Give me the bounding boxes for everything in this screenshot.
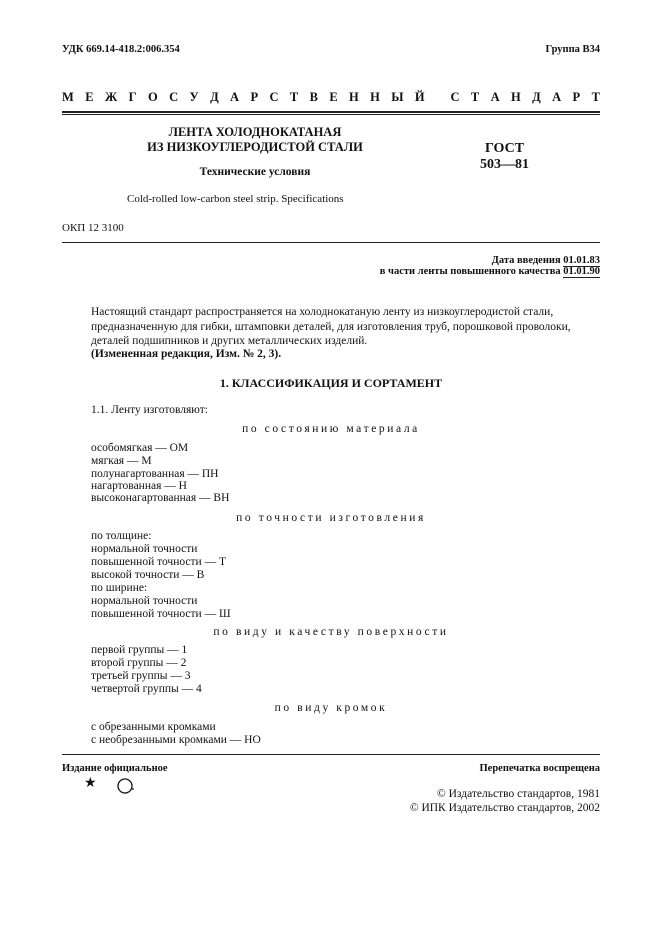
- title-letter: Р: [572, 90, 581, 104]
- title-letter: Е: [85, 90, 94, 104]
- list-item: нагартованная — Н: [91, 480, 187, 492]
- udk-code: УДК 669.14-418.2:006.354: [62, 44, 180, 55]
- top-rule-thick: [62, 111, 600, 113]
- copyright-2002: © ИПК Издательство стандартов, 2002: [409, 802, 600, 814]
- list-item: первой группы — 1: [91, 644, 188, 656]
- group-code: Группа В34: [545, 44, 600, 55]
- okp-code: ОКП 12 3100: [62, 222, 124, 234]
- title-letter: С: [269, 90, 279, 104]
- title-letter: Т: [591, 90, 600, 104]
- copyright-1981: © Издательство стандартов, 1981: [436, 788, 600, 800]
- title-letter: А: [230, 90, 240, 104]
- group-title-precision: по точности изготовления: [236, 512, 426, 524]
- title-letter: Т: [470, 90, 480, 104]
- intro-line-1: Настоящий стандарт распространяется на холоднокатаную ленту из низкоуглеродистой стали,: [91, 306, 554, 318]
- list-item: высокой точности — В: [91, 569, 205, 581]
- list-item: с обрезанными кромками: [91, 721, 216, 733]
- intro-line-3: деталей подшипников и других металлических изделий.: [91, 335, 368, 347]
- title-letter: Н: [349, 90, 359, 104]
- group-title-material: по состоянию материала: [242, 423, 420, 435]
- star-icon: ★: [84, 776, 97, 791]
- title-letter: А: [552, 90, 562, 104]
- top-rule-thin: [62, 114, 600, 115]
- title-letter: А: [490, 90, 500, 104]
- standard-type-title: [62, 90, 600, 105]
- section-heading: 1. КЛАССИФИКАЦИЯ И СОРТАМЕНТ: [219, 376, 443, 390]
- list-item: мягкая — М: [91, 455, 152, 467]
- title-line-1: ЛЕНТА ХОЛОДНОКАТАНАЯ: [168, 125, 342, 139]
- title-letter: О: [147, 90, 158, 104]
- title-letter: Т: [289, 90, 299, 104]
- title-letter: М: [62, 90, 74, 104]
- intro-line-2: предназначенную для гибки, штамповки деталей, для изготовления труб, порошковой проволоки,: [91, 321, 571, 333]
- title-letter: Ы: [391, 90, 404, 104]
- list-item: повышенной точности — Т: [91, 556, 226, 568]
- title-letter: В: [309, 90, 318, 104]
- increased-date-label: в части ленты повышенного качества: [379, 266, 561, 277]
- gost-number: 503—81: [480, 157, 529, 172]
- title-subtitle: Технические условия: [199, 166, 311, 178]
- list-item: нормальной точности: [91, 595, 198, 607]
- footer-rule: [62, 754, 600, 755]
- list-item: по толщине:: [91, 530, 152, 542]
- list-item: второй группы — 2: [91, 657, 187, 669]
- title-letter: Н: [511, 90, 521, 104]
- clause-1-1: 1.1. Ленту изготовляют:: [91, 404, 208, 416]
- list-item: высоконагартованная — ВН: [91, 492, 230, 504]
- increased-date-value: 01.01.90: [563, 266, 600, 277]
- title-letter: Д: [210, 90, 219, 104]
- list-item: повышенной точности — Ш: [91, 608, 231, 620]
- title-letter: Г: [128, 90, 137, 104]
- title-letter: У: [189, 90, 199, 104]
- list-item: нормальной точности: [91, 543, 198, 555]
- title-gap: [436, 90, 439, 105]
- official-edition: Издание официальное: [62, 763, 168, 774]
- intro-date-value: 01.01.83: [563, 255, 600, 266]
- gost-label: ГОСТ: [485, 141, 525, 156]
- reprint-prohibited: Перепечатка воспрещена: [479, 763, 600, 774]
- title-letter: Н: [370, 90, 380, 104]
- list-item: с необрезанными кромками — НО: [91, 734, 261, 746]
- title-letter: Р: [250, 90, 259, 104]
- list-item: третьей группы — 3: [91, 670, 191, 682]
- quality-mark-icon: [116, 777, 136, 800]
- group-title-edges: по виду кромок: [274, 702, 388, 714]
- title-letter: С: [169, 90, 179, 104]
- list-item: особомягкая — ОМ: [91, 442, 189, 454]
- intro-revision: (Измененная редакция, Изм. № 2, 3).: [91, 348, 282, 360]
- title-letter: Е: [329, 90, 338, 104]
- title-english: Cold-rolled low-carbon steel strip. Specifications: [127, 193, 344, 205]
- list-item: полунагартованная — ПН: [91, 468, 219, 480]
- intro-date-label: Дата введения: [491, 255, 561, 266]
- title-letter: Д: [532, 90, 541, 104]
- mid-rule: [62, 242, 600, 243]
- list-item: четвертой группы — 4: [91, 683, 202, 695]
- title-line-2: ИЗ НИЗКОУГЛЕРОДИСТОЙ СТАЛИ: [147, 140, 363, 154]
- group-title-surface: по виду и качеству поверхности: [213, 626, 449, 638]
- increased-date-line: [380, 266, 600, 277]
- intro-date-line: [492, 255, 600, 266]
- title-letter: Й: [414, 90, 425, 104]
- list-item: по ширине:: [91, 582, 148, 594]
- title-letter: Ж: [104, 90, 118, 104]
- title-letter: С: [450, 90, 460, 104]
